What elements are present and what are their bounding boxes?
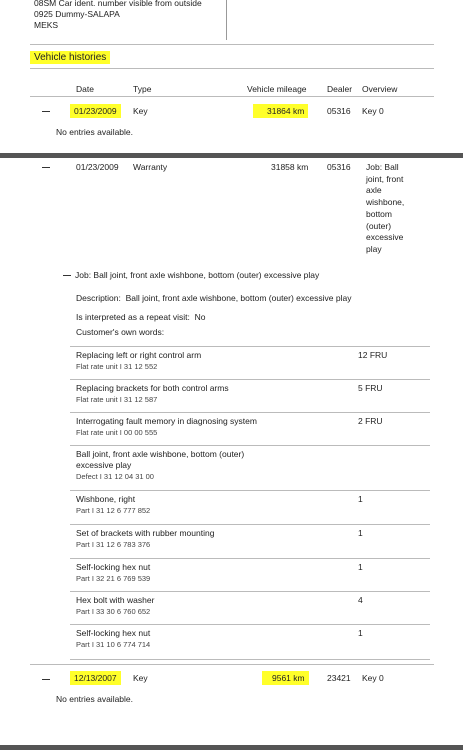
item-row — [70, 490, 430, 525]
entry-3-mileage: 9561 km — [262, 671, 309, 685]
item-description — [76, 416, 296, 438]
column-mileage: Vehicle mileage — [247, 84, 307, 94]
item-title: Wishbone, right — [76, 494, 136, 504]
entry-1-mileage: 31864 km — [253, 104, 308, 118]
page-break-bar — [0, 153, 463, 158]
description-label: Description: — [76, 293, 121, 303]
entry-3-overview: Key 0 — [362, 673, 384, 683]
entry-1-note: No entries available. — [56, 127, 134, 137]
header-line-3: MEKS — [34, 20, 59, 30]
bottom-bar — [0, 745, 463, 750]
item-description — [76, 350, 296, 372]
entry-1-date: 01/23/2009 — [70, 104, 121, 118]
item-title: Self-locking hex nut — [76, 562, 151, 572]
item-quantity: 1 — [358, 562, 363, 572]
overview-line: excessive — [366, 232, 404, 243]
entry-3-type: Key — [133, 673, 148, 683]
item-description — [76, 528, 296, 550]
entry-2-overview — [366, 162, 404, 256]
item-quantity: 12 FRU — [358, 350, 388, 360]
section-title: Vehicle histories — [30, 51, 110, 64]
item-description — [76, 628, 296, 650]
header-divider — [30, 44, 434, 45]
item-row — [70, 558, 430, 592]
description-row — [76, 293, 351, 303]
item-number: Part I 32 21 6 769 539 — [76, 574, 151, 583]
item-title: Replacing left or right control arm — [76, 350, 202, 360]
entry-divider — [30, 664, 434, 665]
item-quantity: 1 — [358, 528, 363, 538]
column-type: Type — [133, 84, 152, 94]
item-quantity: 5 FRU — [358, 383, 383, 393]
overview-line: wishbone, — [366, 197, 405, 208]
overview-line: joint, front — [366, 173, 404, 184]
item-description — [76, 449, 296, 482]
item-row — [70, 379, 430, 413]
repeat-value: No — [194, 312, 206, 322]
entry-3-date: 12/13/2007 — [70, 671, 121, 685]
overview-line: Job: Ball — [366, 162, 399, 172]
item-number: Part I 31 12 6 777 852 — [76, 506, 151, 515]
entry-2-mileage: 31858 km — [271, 162, 309, 172]
collapse-toggle-entry-3[interactable] — [42, 679, 50, 680]
item-description — [76, 595, 296, 617]
item-quantity: 1 — [358, 494, 363, 504]
customer-words-label: Customer's own words: — [76, 327, 165, 337]
item-quantity: 4 — [358, 595, 363, 605]
repeat-label: Is interpreted as a repeat visit: — [76, 312, 190, 322]
item-title: Ball joint, front axle wishbone, bottom (outer) — [76, 449, 245, 459]
entry-1-overview: Key 0 — [362, 106, 384, 116]
item-title: Hex bolt with washer — [76, 595, 155, 605]
item-row — [70, 445, 430, 491]
header-line-1: 08SM Car ident. number visible from outside — [34, 0, 202, 8]
item-description — [76, 494, 296, 516]
item-row — [70, 624, 430, 660]
overview-line: bottom — [366, 208, 392, 219]
item-row — [70, 591, 430, 625]
column-overview: Overview — [362, 84, 398, 94]
item-row — [70, 346, 430, 380]
entry-2-dealer: 05316 — [327, 162, 351, 172]
item-quantity: 1 — [358, 628, 363, 638]
item-title: Interrogating fault memory in diagnosing system — [76, 416, 257, 426]
entry-1-type: Key — [133, 106, 148, 116]
repeat-visit-row — [76, 312, 205, 322]
item-title: Replacing brackets for both control arms — [76, 383, 229, 393]
entry-3-dealer: 23421 — [327, 673, 351, 683]
overview-line: (outer) — [366, 220, 392, 231]
entry-2-date: 01/23/2009 — [76, 162, 119, 172]
vehicle-header-block — [34, 0, 227, 40]
column-dealer: Dealer — [327, 84, 353, 94]
item-title: Self-locking hex nut — [76, 628, 151, 638]
item-number: Defect I 31 12 04 31 00 — [76, 472, 154, 481]
header-line-2: 0925 Dummy-SALAPA — [34, 9, 120, 19]
item-number: Flat rate unit I 00 00 555 — [76, 428, 158, 437]
description-value: Ball joint, front axle wishbone, bottom (outer) excessive play — [125, 293, 352, 303]
collapse-toggle-entry-2[interactable] — [42, 167, 50, 168]
item-number: Part I 33 30 6 760 652 — [76, 607, 151, 616]
item-title-cont: excessive play — [76, 460, 132, 470]
item-description — [76, 562, 296, 584]
overview-line: play — [366, 243, 382, 254]
item-number: Flat rate unit I 31 12 552 — [76, 362, 158, 371]
overview-line: axle — [366, 185, 382, 196]
item-description — [76, 383, 296, 405]
item-title: Set of brackets with rubber mounting — [76, 528, 215, 538]
collapse-toggle-entry-1[interactable] — [42, 111, 50, 112]
item-quantity: 2 FRU — [358, 416, 383, 426]
item-row — [70, 524, 430, 559]
columns-divider — [30, 96, 434, 97]
job-heading: Job: Ball joint, front axle wishbone, bottom (outer) excessive play — [75, 270, 320, 280]
item-number: Flat rate unit I 31 12 587 — [76, 395, 158, 404]
entry-1-dealer: 05316 — [327, 106, 351, 116]
item-row — [70, 412, 430, 446]
item-number: Part I 31 12 6 783 376 — [76, 540, 151, 549]
entry-2-type: Warranty — [133, 162, 168, 172]
entry-3-note: No entries available. — [56, 694, 134, 704]
collapse-toggle-job[interactable] — [63, 275, 71, 276]
section-divider — [30, 68, 434, 69]
column-date: Date — [76, 84, 94, 94]
item-number: Part I 31 10 6 774 714 — [76, 640, 151, 649]
